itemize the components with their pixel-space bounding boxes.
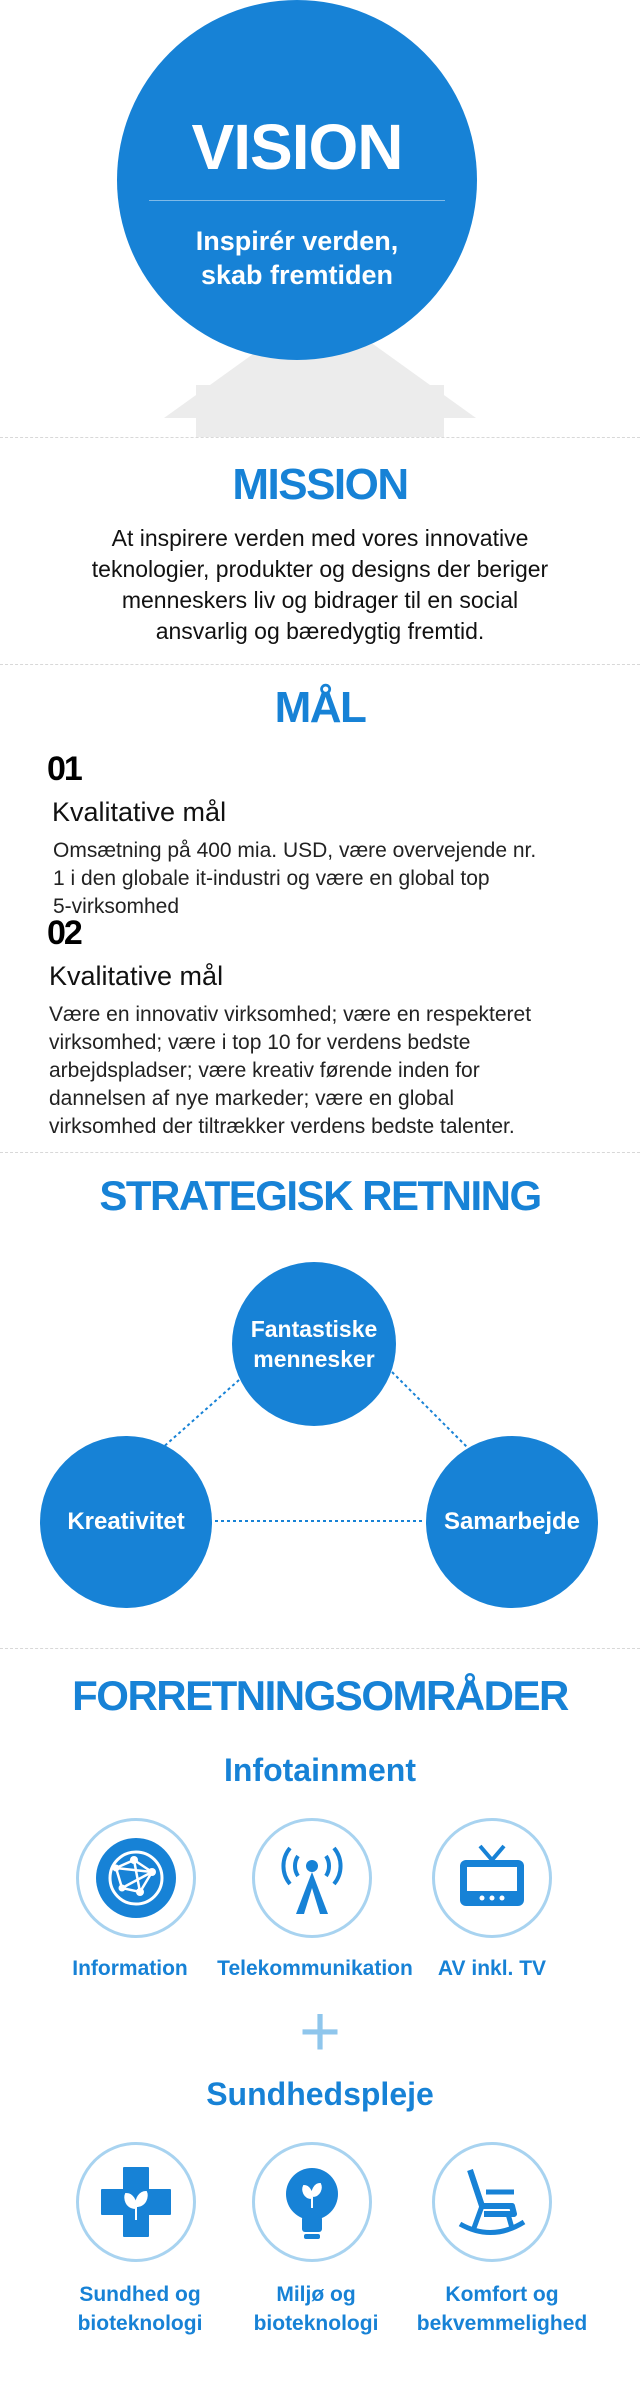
strategy-right-label: Samarbejde — [443, 1508, 581, 1535]
vision-subtitle — [117, 224, 477, 292]
business-title: FORRETNINGSOMRÅDER — [72, 1672, 568, 1719]
strategy-left-label: Kreativitet — [67, 1508, 185, 1535]
mission-title: MISSION — [232, 460, 408, 509]
goal-text-line: virksomhed; være i top 10 for verdens bedste — [49, 1031, 471, 1054]
strategy-circle-creativity — [40, 1436, 212, 1608]
label-line: bioteknologi — [77, 2312, 203, 2335]
label-health — [40, 2280, 240, 2338]
goal-number: 02 — [47, 914, 81, 952]
section-divider — [0, 1648, 640, 1649]
icon-ring — [252, 2142, 372, 2262]
label-line: bioteknologi — [253, 2312, 379, 2335]
strategy-circle-people — [232, 1262, 396, 1426]
strategy-title: STRATEGISK RETNING — [99, 1172, 541, 1219]
goal-text-line: virksomhed der tiltrækker verdens bedste talenter. — [49, 1115, 515, 1138]
label-line: AV inkl. TV — [437, 1957, 547, 1980]
label-line: Sundhed og — [79, 2283, 201, 2306]
label-line: bekvemmelighed — [416, 2312, 588, 2335]
mission-text — [40, 523, 600, 647]
rocking-chair-icon — [452, 2162, 532, 2242]
goal-text — [49, 1001, 629, 1141]
goal-text-line: Være en innovativ virksomhed; være en respekteret — [49, 1003, 532, 1026]
tv-icon — [452, 1838, 532, 1918]
goal-text-line: 5-virksomhed — [53, 895, 180, 918]
eco-bulb-icon — [272, 2162, 352, 2242]
goal-text-line: arbejdspladser; være kreativ førende inden for — [49, 1059, 480, 1082]
goal-text-line: dannelsen af nye markeder; være en global — [49, 1087, 455, 1110]
goal-text-line: 1 i den globale it-industri og være en global top — [53, 867, 490, 890]
section-divider — [0, 1152, 640, 1153]
plus-icon: + — [298, 1992, 342, 2072]
section-divider — [0, 437, 640, 438]
antenna-icon — [272, 1838, 352, 1918]
vision-subtitle-line2: skab fremtiden — [200, 260, 394, 290]
label-environment — [216, 2280, 416, 2338]
goal-title: Kvalitative mål — [49, 961, 224, 991]
vision-subtitle-line1: Inspirér verden, — [195, 226, 399, 256]
section-divider — [0, 664, 640, 665]
vision-arrow-stem — [196, 385, 444, 437]
icon-ring — [76, 2142, 196, 2262]
mission-text-line: ansvarlig og bæredygtig fremtid. — [155, 618, 485, 644]
label-av — [392, 1954, 592, 1983]
vision-divider — [149, 200, 445, 201]
icon-ring — [76, 1818, 196, 1938]
mission-text-line: menneskers liv og bidrager til en social — [121, 587, 519, 613]
icon-ring — [432, 2142, 552, 2262]
icon-ring — [252, 1818, 372, 1938]
mission-text-line: teknologier, produkter og designs der beriger — [91, 556, 549, 582]
strategy-top-line2: mennesker — [253, 1346, 375, 1372]
label-comfort — [390, 2280, 614, 2338]
goals-title: MÅL — [274, 683, 366, 732]
mission-text-line: At inspirere verden med vores innovative — [111, 525, 529, 551]
goal-text — [53, 837, 623, 921]
label-line: Komfort og — [445, 2283, 559, 2306]
strategy-top-line1: Fantastiske — [250, 1316, 378, 1342]
group-heading-infotainment: Infotainment — [224, 1752, 416, 1788]
goal-title: Kvalitative mål — [52, 797, 227, 827]
label-line: Miljø og — [276, 2283, 356, 2306]
health-cross-icon — [96, 2162, 176, 2242]
label-line: Information — [72, 1957, 188, 1980]
goal-text-line: Omsætning på 400 mia. USD, være overvejende nr. — [53, 839, 537, 862]
vision-title: VISION — [191, 111, 403, 183]
connector-line — [392, 1372, 470, 1450]
icon-ring — [432, 1818, 552, 1938]
globe-icon — [96, 1838, 176, 1918]
label-line: Telekommunikation — [217, 1957, 413, 1980]
strategy-circle-collaboration — [426, 1436, 598, 1608]
group-heading-healthcare: Sundhedspleje — [206, 2076, 434, 2112]
goal-number: 01 — [47, 750, 81, 788]
connector-line — [160, 1372, 248, 1450]
vision-circle — [117, 0, 477, 360]
